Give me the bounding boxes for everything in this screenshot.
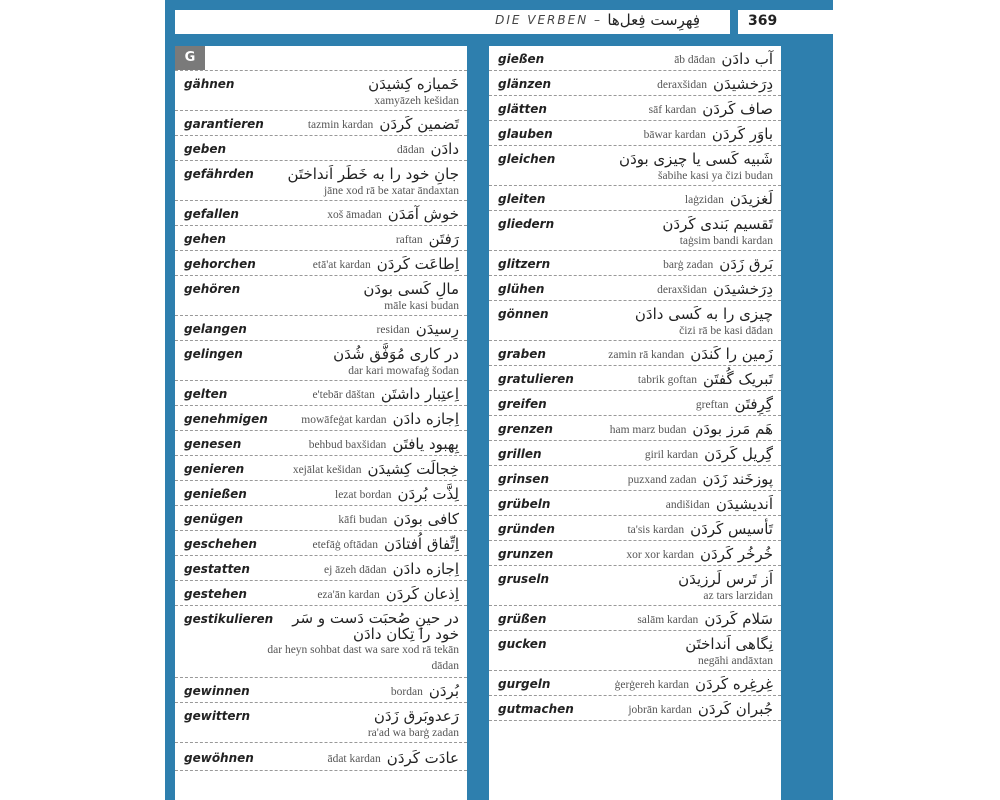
persian-verb: اِجازه دادَن [392, 410, 459, 428]
persian-verb: اَز تَرس لَرزیدَن [678, 570, 773, 588]
german-verb: gestatten [184, 562, 250, 576]
dictionary-entry [489, 491, 781, 516]
persian-verb: خُرخُر کَردَن [700, 545, 773, 563]
persian-verb: تَبریک گُفتَن [702, 370, 773, 388]
persian-verb: اِجازه دادَن [392, 560, 459, 578]
german-verb: genesen [184, 437, 242, 451]
persian-verb: خوش آمَدَن [387, 205, 459, 223]
dictionary-entry [489, 516, 781, 541]
persian-verb: دِرَخشیدَن [713, 75, 773, 93]
transliteration: raftan [395, 234, 423, 246]
german-verb: gründen [498, 522, 555, 536]
german-verb: glänzen [498, 77, 552, 91]
german-verb: gelangen [184, 322, 247, 336]
dictionary-entry [489, 96, 781, 121]
transliteration: puzxand zadan [627, 474, 697, 486]
dictionary-entry [489, 416, 781, 441]
german-verb: gewinnen [184, 684, 250, 698]
transliteration: az tars larzidan [703, 590, 773, 602]
german-verb: gleichen [498, 152, 556, 166]
transliteration: ham marz budan [609, 424, 687, 436]
dictionary-entry [489, 276, 781, 301]
transliteration: dādan [396, 144, 425, 156]
german-verb: glauben [498, 127, 553, 141]
german-verb: glätten [498, 102, 547, 116]
german-verb: gewöhnen [184, 751, 254, 765]
transliteration: ġerġereh kardan [614, 679, 690, 691]
persian-verb: رَفتَن [428, 230, 459, 248]
persian-verb: صاف کَردَن [702, 100, 773, 118]
persian-verb: لِذَّت بُردَن [397, 485, 459, 503]
transliteration: kāfi budan [338, 514, 388, 526]
german-verb: gehorchen [184, 257, 256, 271]
dictionary-entry [175, 111, 467, 136]
transliteration: giril kardan [644, 449, 699, 461]
dictionary-entry [175, 381, 467, 406]
german-verb: garantieren [184, 117, 264, 131]
german-verb: glühen [498, 282, 545, 296]
german-verb: grenzen [498, 422, 553, 436]
dictionary-entry [175, 531, 467, 556]
persian-verb: بِهبود یافتَن [392, 435, 459, 453]
dictionary-entry [175, 161, 467, 201]
persian-verb: مالِ کَسی بودَن [363, 280, 459, 298]
german-verb: gehören [184, 282, 241, 296]
german-verb: gewittern [184, 709, 250, 723]
transliteration: eza'ān kardan [317, 589, 380, 601]
transliteration: greftan [695, 399, 729, 411]
persian-verb: گِریل کَردَن [704, 445, 773, 463]
right-column [489, 46, 781, 800]
persian-verb: تَضمین کَردَن [379, 115, 459, 133]
page-header [175, 10, 730, 34]
dictionary-entry [489, 186, 781, 211]
german-verb: gleiten [498, 192, 546, 206]
dictionary-entry [175, 71, 467, 111]
dictionary-entry [489, 566, 781, 606]
german-verb: greifen [498, 397, 547, 411]
transliteration: behbud baxšidan [308, 439, 387, 451]
transliteration: etefāġ oftādan [312, 539, 378, 551]
dictionary-entry [175, 556, 467, 581]
persian-verb: جانِ خود را به خَطَر اَنداختَن [287, 165, 459, 183]
german-verb: gucken [498, 637, 547, 651]
persian-verb: دادَن [430, 140, 459, 158]
dictionary-entry [175, 606, 467, 678]
german-verb: gutmachen [498, 702, 574, 716]
transliteration: ta'sis kardan [627, 524, 685, 536]
persian-verb: اَندیشیدَن [715, 495, 773, 513]
german-verb: grübeln [498, 497, 551, 511]
german-verb: gelten [184, 387, 228, 401]
page-number: 369 [748, 13, 778, 29]
dictionary-entry [489, 366, 781, 391]
dictionary-entry [489, 606, 781, 631]
dictionary-entry [175, 678, 467, 703]
dictionary-entry [489, 301, 781, 341]
left-column [175, 46, 467, 800]
dictionary-entry [489, 121, 781, 146]
dictionary-entry [489, 251, 781, 276]
dictionary-entry [489, 696, 781, 721]
dictionary-entry [489, 146, 781, 186]
transliteration: etā'at kardan [312, 259, 371, 271]
german-verb: gefallen [184, 207, 239, 221]
dictionary-entry [175, 316, 467, 341]
dictionary-entry [489, 341, 781, 366]
header-title-persian: فِهرِست فِعل‌ها [607, 11, 700, 29]
german-verb: gratulieren [498, 372, 574, 386]
transliteration: negāhi andāxtan [697, 655, 773, 667]
transliteration: dar heyn sohbat dast wa sare xod rā tekān dādan [267, 644, 459, 672]
transliteration: xor xor kardan [626, 549, 695, 561]
dictionary-entry [175, 251, 467, 276]
persian-verb: چیزی را به کَسی دادَن [634, 305, 773, 323]
german-verb: gestikulieren [184, 612, 274, 626]
transliteration: taġsim bandi kardan [679, 235, 773, 247]
dictionary-entry [175, 406, 467, 431]
persian-verb: عادَت کَردَن [386, 749, 459, 767]
transliteration: deraxšidan [657, 79, 707, 91]
german-verb: gestehen [184, 587, 247, 601]
german-verb: gliedern [498, 217, 555, 231]
dictionary-entry [175, 703, 467, 743]
persian-verb: زَمین را کَندَن [690, 345, 773, 363]
dictionary-entry [489, 71, 781, 96]
transliteration: xoš āmadan [327, 209, 382, 221]
header-title: DIE VERBEN – [495, 13, 602, 27]
persian-verb: در کاری مُوَفَّق شُدَن [333, 345, 459, 363]
persian-verb: باوَر کَردَن [711, 125, 773, 143]
transliteration: zamin rā kandan [608, 349, 685, 361]
persian-verb: رَعدوبَرق زَدَن [373, 707, 459, 725]
dictionary-entry [175, 581, 467, 606]
transliteration: jāne xod rā be xatar āndaxtan [323, 185, 459, 197]
german-verb: grunzen [498, 547, 554, 561]
german-verb: gehen [184, 232, 226, 246]
german-verb: gurgeln [498, 677, 551, 691]
letter-badge: G [175, 46, 205, 70]
transliteration: lezat bordan [335, 489, 392, 501]
german-verb: geben [184, 142, 226, 156]
dictionary-entry [175, 456, 467, 481]
transliteration: āb dādan [674, 54, 716, 66]
transliteration: tabrik goftan [637, 374, 697, 386]
persian-verb: اِطاعَت کَردَن [376, 255, 459, 273]
dictionary-entry [175, 201, 467, 226]
transliteration: barġ zadan [663, 259, 714, 271]
dictionary-entry [175, 226, 467, 251]
dictionary-entry [489, 46, 781, 71]
transliteration: ra'ad wa barġ zadan [367, 727, 459, 739]
persian-verb: جُبران کَردَن [697, 700, 773, 718]
persian-verb: بَرق زَدَن [719, 255, 773, 273]
dictionary-entry [175, 506, 467, 531]
transliteration: sāf kardan [648, 104, 697, 116]
german-verb: genehmigen [184, 412, 268, 426]
dictionary-entry [489, 631, 781, 671]
persian-verb: در حینِ صُحبَت دَست و سَر خود را تِکان دادَن [292, 609, 459, 643]
persian-verb: کافی بودَن [393, 510, 459, 528]
dictionary-entry [489, 541, 781, 566]
german-verb: gähnen [184, 77, 235, 91]
german-verb: gelingen [184, 347, 243, 361]
german-verb: glitzern [498, 257, 551, 271]
dictionary-entry [489, 441, 781, 466]
transliteration: residan [376, 324, 410, 336]
dictionary-entry [175, 431, 467, 456]
transliteration: laġzidan [684, 194, 724, 206]
german-verb: grinsen [498, 472, 549, 486]
transliteration: tazmin kardan [307, 119, 374, 131]
persian-verb: سَلام کَردَن [704, 610, 773, 628]
dictionary-entry [175, 341, 467, 381]
dictionary-entry [489, 466, 781, 491]
persian-verb: دِرَخشیدَن [713, 280, 773, 298]
transliteration: čizi rā be kasi dādan [679, 325, 773, 337]
transliteration: andišidan [665, 499, 710, 511]
german-verb: genügen [184, 512, 244, 526]
persian-verb: رِسیدَن [415, 320, 459, 338]
persian-verb: خَمیازه کِشیدَن [368, 75, 459, 93]
german-verb: genießen [184, 487, 247, 501]
page-number-box [738, 10, 833, 34]
persian-verb: اِتِّفاق اُفتادَن [383, 535, 459, 553]
german-verb: gießen [498, 52, 545, 66]
persian-verb: اِذعان کَردَن [385, 585, 459, 603]
persian-verb: پوزخَند زَدَن [702, 470, 773, 488]
transliteration: xamyāzeh kešidan [374, 95, 459, 107]
transliteration: mowāfeġat kardan [301, 414, 387, 426]
transliteration: ej āzeh dādan [323, 564, 387, 576]
german-verb: geschehen [184, 537, 257, 551]
persian-verb: تَقسیم بَندی کَردَن [662, 215, 773, 233]
persian-verb: تَأسیس کَردَن [690, 520, 773, 538]
persian-verb: غِرغِره کَردَن [695, 675, 773, 693]
persian-verb: خِجالَت کِشیدَن [367, 460, 459, 478]
german-verb: gefährden [184, 167, 254, 181]
transliteration: e'tebār dāštan [312, 389, 375, 401]
persian-verb: نِگاهی اَنداختَن [685, 635, 773, 653]
persian-verb: گِرِفتَن [734, 395, 773, 413]
german-verb: gruseln [498, 572, 549, 586]
dictionary-entry [175, 743, 467, 771]
german-verb: gönnen [498, 307, 549, 321]
german-verb: genieren [184, 462, 245, 476]
transliteration: bordan [390, 686, 423, 698]
dictionary-entry [489, 211, 781, 251]
dictionary-entry [175, 276, 467, 316]
transliteration: xejālat kešidan [292, 464, 362, 476]
dictionary-entry [175, 136, 467, 161]
transliteration: ādat kardan [327, 753, 381, 765]
persian-verb: آب دادَن [721, 50, 773, 68]
persian-verb: شَبیه کَسی یا چیزی بودَن [619, 150, 773, 168]
german-verb: grüßen [498, 612, 547, 626]
persian-verb: هَم مَرز بودَن [692, 420, 773, 438]
transliteration: dar kari mowafaġ šodan [348, 365, 459, 377]
persian-verb: بُردَن [428, 682, 459, 700]
german-verb: grillen [498, 447, 542, 461]
transliteration: jobrān kardan [628, 704, 692, 716]
dictionary-entry [489, 391, 781, 416]
transliteration: salām kardan [637, 614, 699, 626]
letter-section-header [175, 46, 467, 71]
transliteration: šabihe kasi ya čizi budan [658, 170, 773, 182]
german-verb: graben [498, 347, 546, 361]
persian-verb: لَغزیدَن [729, 190, 773, 208]
transliteration: bāwar kardan [643, 129, 706, 141]
dictionary-entry [175, 481, 467, 506]
transliteration: māle kasi budan [384, 300, 459, 312]
persian-verb: اِعتِبار داشتَن [380, 385, 459, 403]
dictionary-entry [489, 671, 781, 696]
transliteration: deraxšidan [657, 284, 707, 296]
